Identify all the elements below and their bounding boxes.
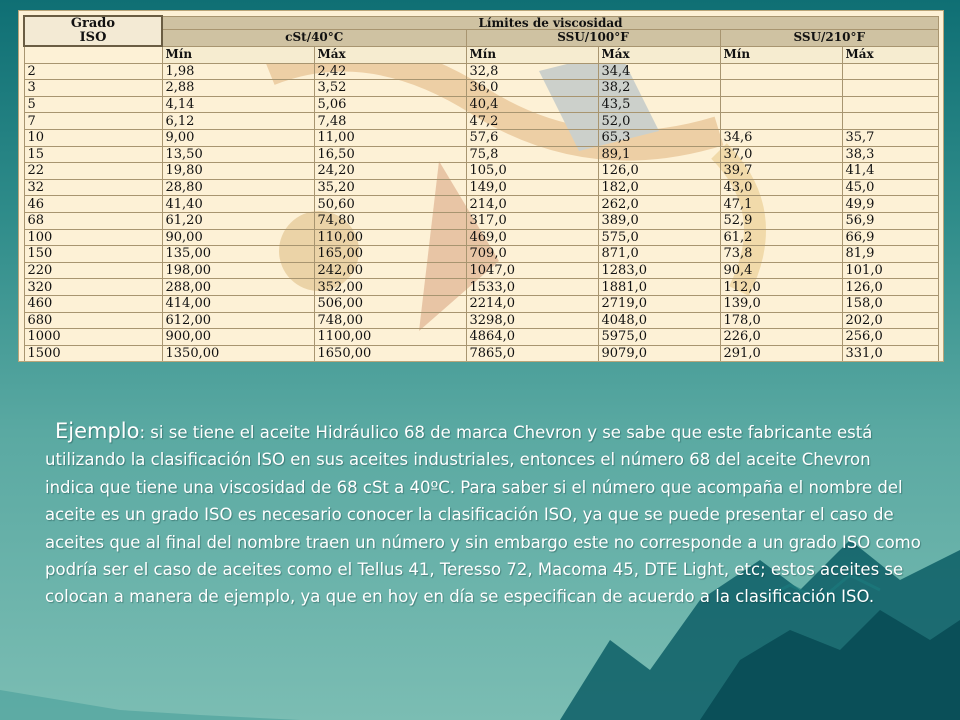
viscosity-value-cell: 4,14: [162, 96, 314, 113]
viscosity-value-cell: 61,20: [162, 212, 314, 229]
viscosity-value-cell: 74,80: [314, 212, 466, 229]
table-row: [24, 179, 939, 196]
viscosity-value-cell: 5,06: [314, 96, 466, 113]
viscosity-value-cell: 1533,0: [466, 279, 598, 296]
table-row: [24, 262, 939, 279]
viscosity-value-cell: 3298,0: [466, 312, 598, 329]
viscosity-table: [23, 15, 939, 362]
viscosity-value-cell: 198,00: [162, 262, 314, 279]
viscosity-value-cell: 32,8: [466, 63, 598, 80]
viscosity-value-cell: [842, 96, 939, 113]
viscosity-value-cell: 41,40: [162, 196, 314, 213]
viscosity-value-cell: 2,88: [162, 80, 314, 97]
viscosity-value-cell: [720, 80, 842, 97]
viscosity-value-cell: 43,5: [598, 96, 720, 113]
viscosity-value-cell: 50,60: [314, 196, 466, 213]
group-ssu-210f: SSU/210°F: [720, 29, 939, 46]
viscosity-value-cell: 317,0: [466, 212, 598, 229]
viscosity-value-cell: 331,0: [842, 345, 939, 362]
table-row: [24, 279, 939, 296]
iso-grade-cell: 460: [24, 295, 162, 312]
viscosity-value-cell: 37,0: [720, 146, 842, 163]
viscosity-value-cell: 4048,0: [598, 312, 720, 329]
viscosity-value-cell: 90,00: [162, 229, 314, 246]
viscosity-value-cell: 7865,0: [466, 345, 598, 362]
viscosity-value-cell: 89,1: [598, 146, 720, 163]
viscosity-value-cell: 38,2: [598, 80, 720, 97]
iso-grade-cell: 150: [24, 246, 162, 263]
iso-grade-cell: 32: [24, 179, 162, 196]
viscosity-value-cell: [720, 113, 842, 130]
viscosity-value-cell: 2214,0: [466, 295, 598, 312]
viscosity-value-cell: 871,0: [598, 246, 720, 263]
viscosity-value-cell: 2,42: [314, 63, 466, 80]
viscosity-value-cell: 1650,00: [314, 345, 466, 362]
table-row: [24, 129, 939, 146]
iso-grade-cell: 2: [24, 63, 162, 80]
viscosity-value-cell: 41,4: [842, 163, 939, 180]
viscosity-value-cell: 52,0: [598, 113, 720, 130]
viscosity-value-cell: 16,50: [314, 146, 466, 163]
viscosity-value-cell: 35,20: [314, 179, 466, 196]
viscosity-value-cell: 13,50: [162, 146, 314, 163]
table-row: [24, 196, 939, 213]
viscosity-value-cell: 52,9: [720, 212, 842, 229]
table-row: [24, 146, 939, 163]
viscosity-value-cell: 11,00: [314, 129, 466, 146]
viscosity-value-cell: 506,00: [314, 295, 466, 312]
viscosity-value-cell: 47,1: [720, 196, 842, 213]
iso-grade-cell: 68: [24, 212, 162, 229]
subheader-max: Máx: [598, 46, 720, 63]
viscosity-value-cell: 352,00: [314, 279, 466, 296]
table-row: [24, 113, 939, 130]
viscosity-value-cell: 226,0: [720, 329, 842, 346]
group-cst-40c: cSt/40°C: [162, 29, 466, 46]
viscosity-value-cell: 182,0: [598, 179, 720, 196]
iso-grade-cell: 22: [24, 163, 162, 180]
viscosity-value-cell: 165,00: [314, 246, 466, 263]
viscosity-value-cell: 414,00: [162, 295, 314, 312]
viscosity-value-cell: 101,0: [842, 262, 939, 279]
subheader-min: Mín: [720, 46, 842, 63]
viscosity-value-cell: 2719,0: [598, 295, 720, 312]
viscosity-value-cell: 105,0: [466, 163, 598, 180]
subheader-min: Mín: [162, 46, 314, 63]
viscosity-value-cell: 135,00: [162, 246, 314, 263]
viscosity-value-cell: 748,00: [314, 312, 466, 329]
viscosity-value-cell: [842, 80, 939, 97]
viscosity-value-cell: 3,52: [314, 80, 466, 97]
viscosity-value-cell: 47,2: [466, 113, 598, 130]
viscosity-value-cell: 178,0: [720, 312, 842, 329]
viscosity-value-cell: 242,00: [314, 262, 466, 279]
viscosity-value-cell: 126,0: [598, 163, 720, 180]
subheader-max: Máx: [314, 46, 466, 63]
viscosity-value-cell: 1100,00: [314, 329, 466, 346]
viscosity-value-cell: 4864,0: [466, 329, 598, 346]
table-row: [24, 163, 939, 180]
iso-grade-cell: 15: [24, 146, 162, 163]
viscosity-value-cell: 709,0: [466, 246, 598, 263]
viscosity-value-cell: 214,0: [466, 196, 598, 213]
viscosity-value-cell: 1881,0: [598, 279, 720, 296]
viscosity-value-cell: 389,0: [598, 212, 720, 229]
iso-grade-cell: 10: [24, 129, 162, 146]
viscosity-value-cell: 202,0: [842, 312, 939, 329]
viscosity-value-cell: 262,0: [598, 196, 720, 213]
viscosity-value-cell: 90,4: [720, 262, 842, 279]
viscosity-value-cell: 575,0: [598, 229, 720, 246]
viscosity-value-cell: 45,0: [842, 179, 939, 196]
viscosity-value-cell: 34,6: [720, 129, 842, 146]
viscosity-value-cell: 34,4: [598, 63, 720, 80]
iso-grade-cell: 680: [24, 312, 162, 329]
viscosity-value-cell: 110,00: [314, 229, 466, 246]
viscosity-value-cell: 112,0: [720, 279, 842, 296]
viscosity-value-cell: 139,0: [720, 295, 842, 312]
table-row: [24, 63, 939, 80]
subheader-min: Mín: [466, 46, 598, 63]
viscosity-value-cell: 81,9: [842, 246, 939, 263]
table-row: [24, 312, 939, 329]
viscosity-value-cell: [842, 113, 939, 130]
viscosity-value-cell: 36,0: [466, 80, 598, 97]
viscosity-value-cell: 1283,0: [598, 262, 720, 279]
viscosity-value-cell: 291,0: [720, 345, 842, 362]
viscosity-value-cell: 7,48: [314, 113, 466, 130]
viscosity-value-cell: [720, 63, 842, 80]
iso-grade-cell: 1000: [24, 329, 162, 346]
viscosity-value-cell: 6,12: [162, 113, 314, 130]
viscosity-value-cell: 73,8: [720, 246, 842, 263]
corner-cell: [24, 46, 162, 63]
table-row: [24, 80, 939, 97]
iso-grade-cell: 1500: [24, 345, 162, 362]
viscosity-value-cell: 126,0: [842, 279, 939, 296]
viscosity-value-cell: 5975,0: [598, 329, 720, 346]
example-paragraph: [45, 418, 925, 611]
table-row: [24, 229, 939, 246]
viscosity-value-cell: 57,6: [466, 129, 598, 146]
viscosity-value-cell: 9,00: [162, 129, 314, 146]
table-row: [24, 295, 939, 312]
viscosity-value-cell: 66,9: [842, 229, 939, 246]
viscosity-value-cell: 75,8: [466, 146, 598, 163]
viscosity-value-cell: 40,4: [466, 96, 598, 113]
iso-grade-cell: 220: [24, 262, 162, 279]
viscosity-value-cell: 49,9: [842, 196, 939, 213]
viscosity-value-cell: 43,0: [720, 179, 842, 196]
viscosity-value-cell: 39,7: [720, 163, 842, 180]
viscosity-value-cell: 28,80: [162, 179, 314, 196]
example-lead-word: Ejemplo: [55, 419, 140, 443]
table-row: [24, 329, 939, 346]
viscosity-value-cell: 24,20: [314, 163, 466, 180]
example-body-text: : si se tiene el aceite Hidráulico 68 de marca Chevron y se sabe que este fabricante está utilizando la clasificación ISO en sus aceites industriales, entonces el número 68 del aceite Chevron indica que tiene una viscosidad de 68 cSt a 40ºC. Para saber si el número que acompaña el nombre del aceite es un grado ISO es necesario conocer la clasificación ISO, ya que se puede presentar el caso de aceites que al final del nombre traen un número y sin embargo este no corresponde a un grado ISO como podría ser el caso de aceites como el Tellus 41, Teresso 72, Macoma 45, DTE Light, etc; estos aceites se colocan a manera de ejemplo, ya que en hoy en día se especifican de acuerdo a la clasificación ISO.: [45, 423, 921, 607]
table-row: [24, 212, 939, 229]
iso-grade-cell: 100: [24, 229, 162, 246]
viscosity-value-cell: 288,00: [162, 279, 314, 296]
viscosity-value-cell: 35,7: [842, 129, 939, 146]
iso-grade-cell: 46: [24, 196, 162, 213]
viscosity-value-cell: 1350,00: [162, 345, 314, 362]
viscosity-value-cell: 65,3: [598, 129, 720, 146]
viscosity-value-cell: 61,2: [720, 229, 842, 246]
viscosity-value-cell: 38,3: [842, 146, 939, 163]
viscosity-value-cell: 900,00: [162, 329, 314, 346]
table-row: [24, 345, 939, 362]
viscosity-value-cell: 9079,0: [598, 345, 720, 362]
table-row: [24, 246, 939, 263]
viscosity-value-cell: 612,00: [162, 312, 314, 329]
viscosity-value-cell: 256,0: [842, 329, 939, 346]
subheader-max: Máx: [842, 46, 939, 63]
viscosity-value-cell: [842, 63, 939, 80]
viscosity-value-cell: 158,0: [842, 295, 939, 312]
viscosity-value-cell: 149,0: [466, 179, 598, 196]
iso-grade-cell: 5: [24, 96, 162, 113]
iso-grade-cell: 3: [24, 80, 162, 97]
iso-grade-cell: 320: [24, 279, 162, 296]
viscosity-value-cell: [720, 96, 842, 113]
iso-grade-cell: 7: [24, 113, 162, 130]
viscosity-value-cell: 1,98: [162, 63, 314, 80]
viscosity-value-cell: 1047,0: [466, 262, 598, 279]
viscosity-value-cell: 19,80: [162, 163, 314, 180]
viscosity-limits-header: Límites de viscosidad: [162, 16, 939, 29]
group-ssu-100f: SSU/100°F: [466, 29, 720, 46]
viscosity-value-cell: 469,0: [466, 229, 598, 246]
viscosity-table-panel: [18, 10, 944, 362]
viscosity-value-cell: 56,9: [842, 212, 939, 229]
table-row: [24, 96, 939, 113]
grado-iso-header: Grado ISO: [24, 16, 162, 46]
